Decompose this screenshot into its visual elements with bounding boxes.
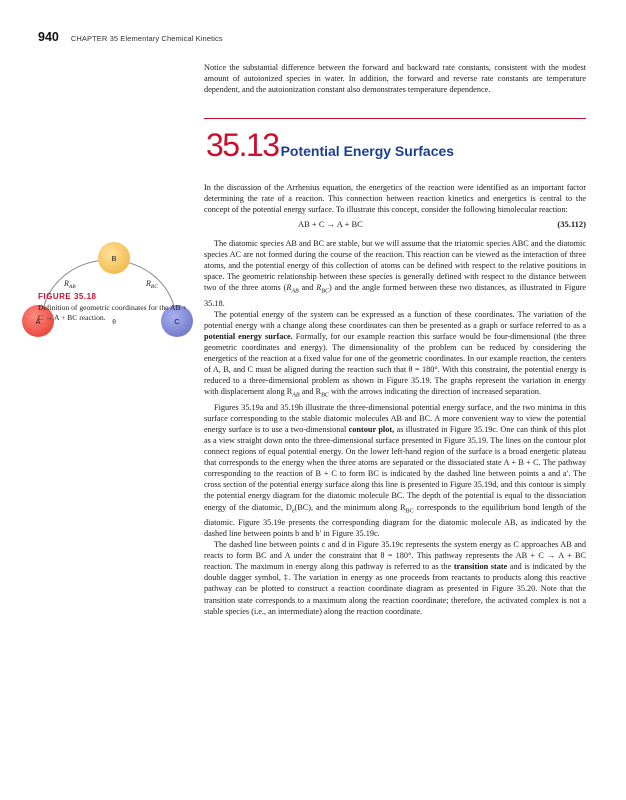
section-heading [206,127,454,164]
equation-body: AB + C → A + BC [298,219,363,230]
term-potential-energy-surface: potential energy surface. [204,332,293,342]
paragraph-4: Figures 35.19a and 35.19b illustrate the three-dimensional potential energy surface, and the two minima in this surface corresponding to the stable diatomic molecules AB and BC. A more convenient way to view the potential energy surface is to use a two-dimensional contour plot, as illustrated in Figure 35.19c. One can think of this plot as a view straight down onto the three-dimensional surface presented in Figure 35.19. The lines on the contour plot connect regions of equal potential energy. On the lower left-hand region of the surface is a broad energetic plateau that corresponds to the energy when the three atoms are separated or the dissociated state A + B + C. The pathway corresponding to the reaction of B + C to form BC is indicated by the dashed line between points a and a′. The cross section of the potential energy surface along this line is presented in Figure 35.19d, and this contour is simply the potential energy diagram for the diatomic molecule BC. The depth of the potential is equal to the dissociation energy of the diatomic, $D_e(BC)$, and the minimum along $R_{BC}$ corresponds to the equilibrium bond length of the diatomic. Figure 35.19e presents the corresponding diagram for the diatomic molecule AB, as indicated by the dashed line between points b and b′ in Figure 35.19c. [204,403,586,539]
paragraph-1: In the discussion of the Arrhenius equation, the energetics of the reaction were identified as an important factor determining the rate of a reaction. This connection between reaction kinetics and energetics is central to the concept of the potential energy surface. To illustrate this concept, consider the following bimolecular reaction: [204,183,586,215]
label-rbc: $R_{BC}$ [146,279,158,290]
paragraph-3: The potential energy of the system can be expressed as a function of these coordinates. The variation of the potential energy with a change along these coordinates can then be presented as a graph or surface referred to as a potential energy surface. Formally, for our example reaction this surface would be four-dimensional (the three geometric coordinates and energy). The dimensionality of the problem can be reduced by considering the energetics of the reaction at a fixed value for one of the geometric coordinates. In our example reaction, the centers of A, B, and C must be aligned during the reaction such that θ = 180°. With this constraint, the potential energy is reduced to a three-dimensional problem as shown in Figure 35.19. The graphs represent the variation in energy with displacement along $R_{AB}$ and $R_{BC}$ with the arrows indicating the direction of increased separation. [204,310,586,400]
running-head: CHAPTER 35 Elementary Chemical Kinetics [70,34,223,43]
section-title: Potential Energy Surfaces [280,143,455,159]
term-contour-plot: contour plot, [348,425,395,435]
paragraph-5: The dashed line between points c and d in Figure 35.19c represents the system energy as C approaches AB and reacts to form BC and A under the constraint that θ = 180°. This pathway represents the AB + C → A + BC reaction. The maximum in energy along this pathway is referred to as the transition state and is indicated by the double dagger symbol, ‡. The variation in energy as one proceeds from reactants to products along this reactive pathway can be plotted to construct a reaction coordinate diagram as presented in Figure 35.20. Note that the transition state corresponds to a maximum along the reaction coordinate; therefore, the activated complex is not a stable species (i.e., an intermediate) along the reaction coordinate. [204,540,586,616]
intro-paragraph: Notice the substantial difference between the forward and backward rate constants, consistent with the modest amount of autoionized species in water. In addition, the forward and reverse rate constants are temperature dependent, and the autoionization constant also demonstrates temperature dependence. [204,63,586,95]
figure-label: FIGURE 35.18 [38,292,97,301]
page-number: 940 [38,30,59,44]
caption-text: Definition of geometric coordinates for the AB + C → A + BC reaction. [38,303,187,322]
figure-caption [38,292,188,323]
section-rule [204,118,586,119]
term-transition-state: transition state [453,562,508,572]
atom-c-label: C [174,317,180,326]
label-theta: θ [112,317,116,326]
equation-35-112 [204,218,586,232]
atom-b-label: B [111,254,117,263]
atom-a-label: A [35,317,41,326]
section-number: 35.13 [206,127,279,163]
label-rab: $R_{AB}$ [64,279,76,290]
paragraph-2: The diatomic species AB and BC are stable, but we will assume that the triatomic species ABC and the diatomic species AC are not formed during the course of the reaction. This reaction can be viewed as the interaction of three atoms, and the potential energy of this collection of atoms can be defined with respect to the relative positions in space. The geometric relationship between these species is generally defined with respect to the distance between two of the three atoms ($R_{AB}$ and $R_{BC}$) and the angle formed between these two distances, as illustrated in Figure 35.18. [204,239,586,309]
equation-number: (35.112) [557,219,586,230]
section-body [204,182,586,617]
